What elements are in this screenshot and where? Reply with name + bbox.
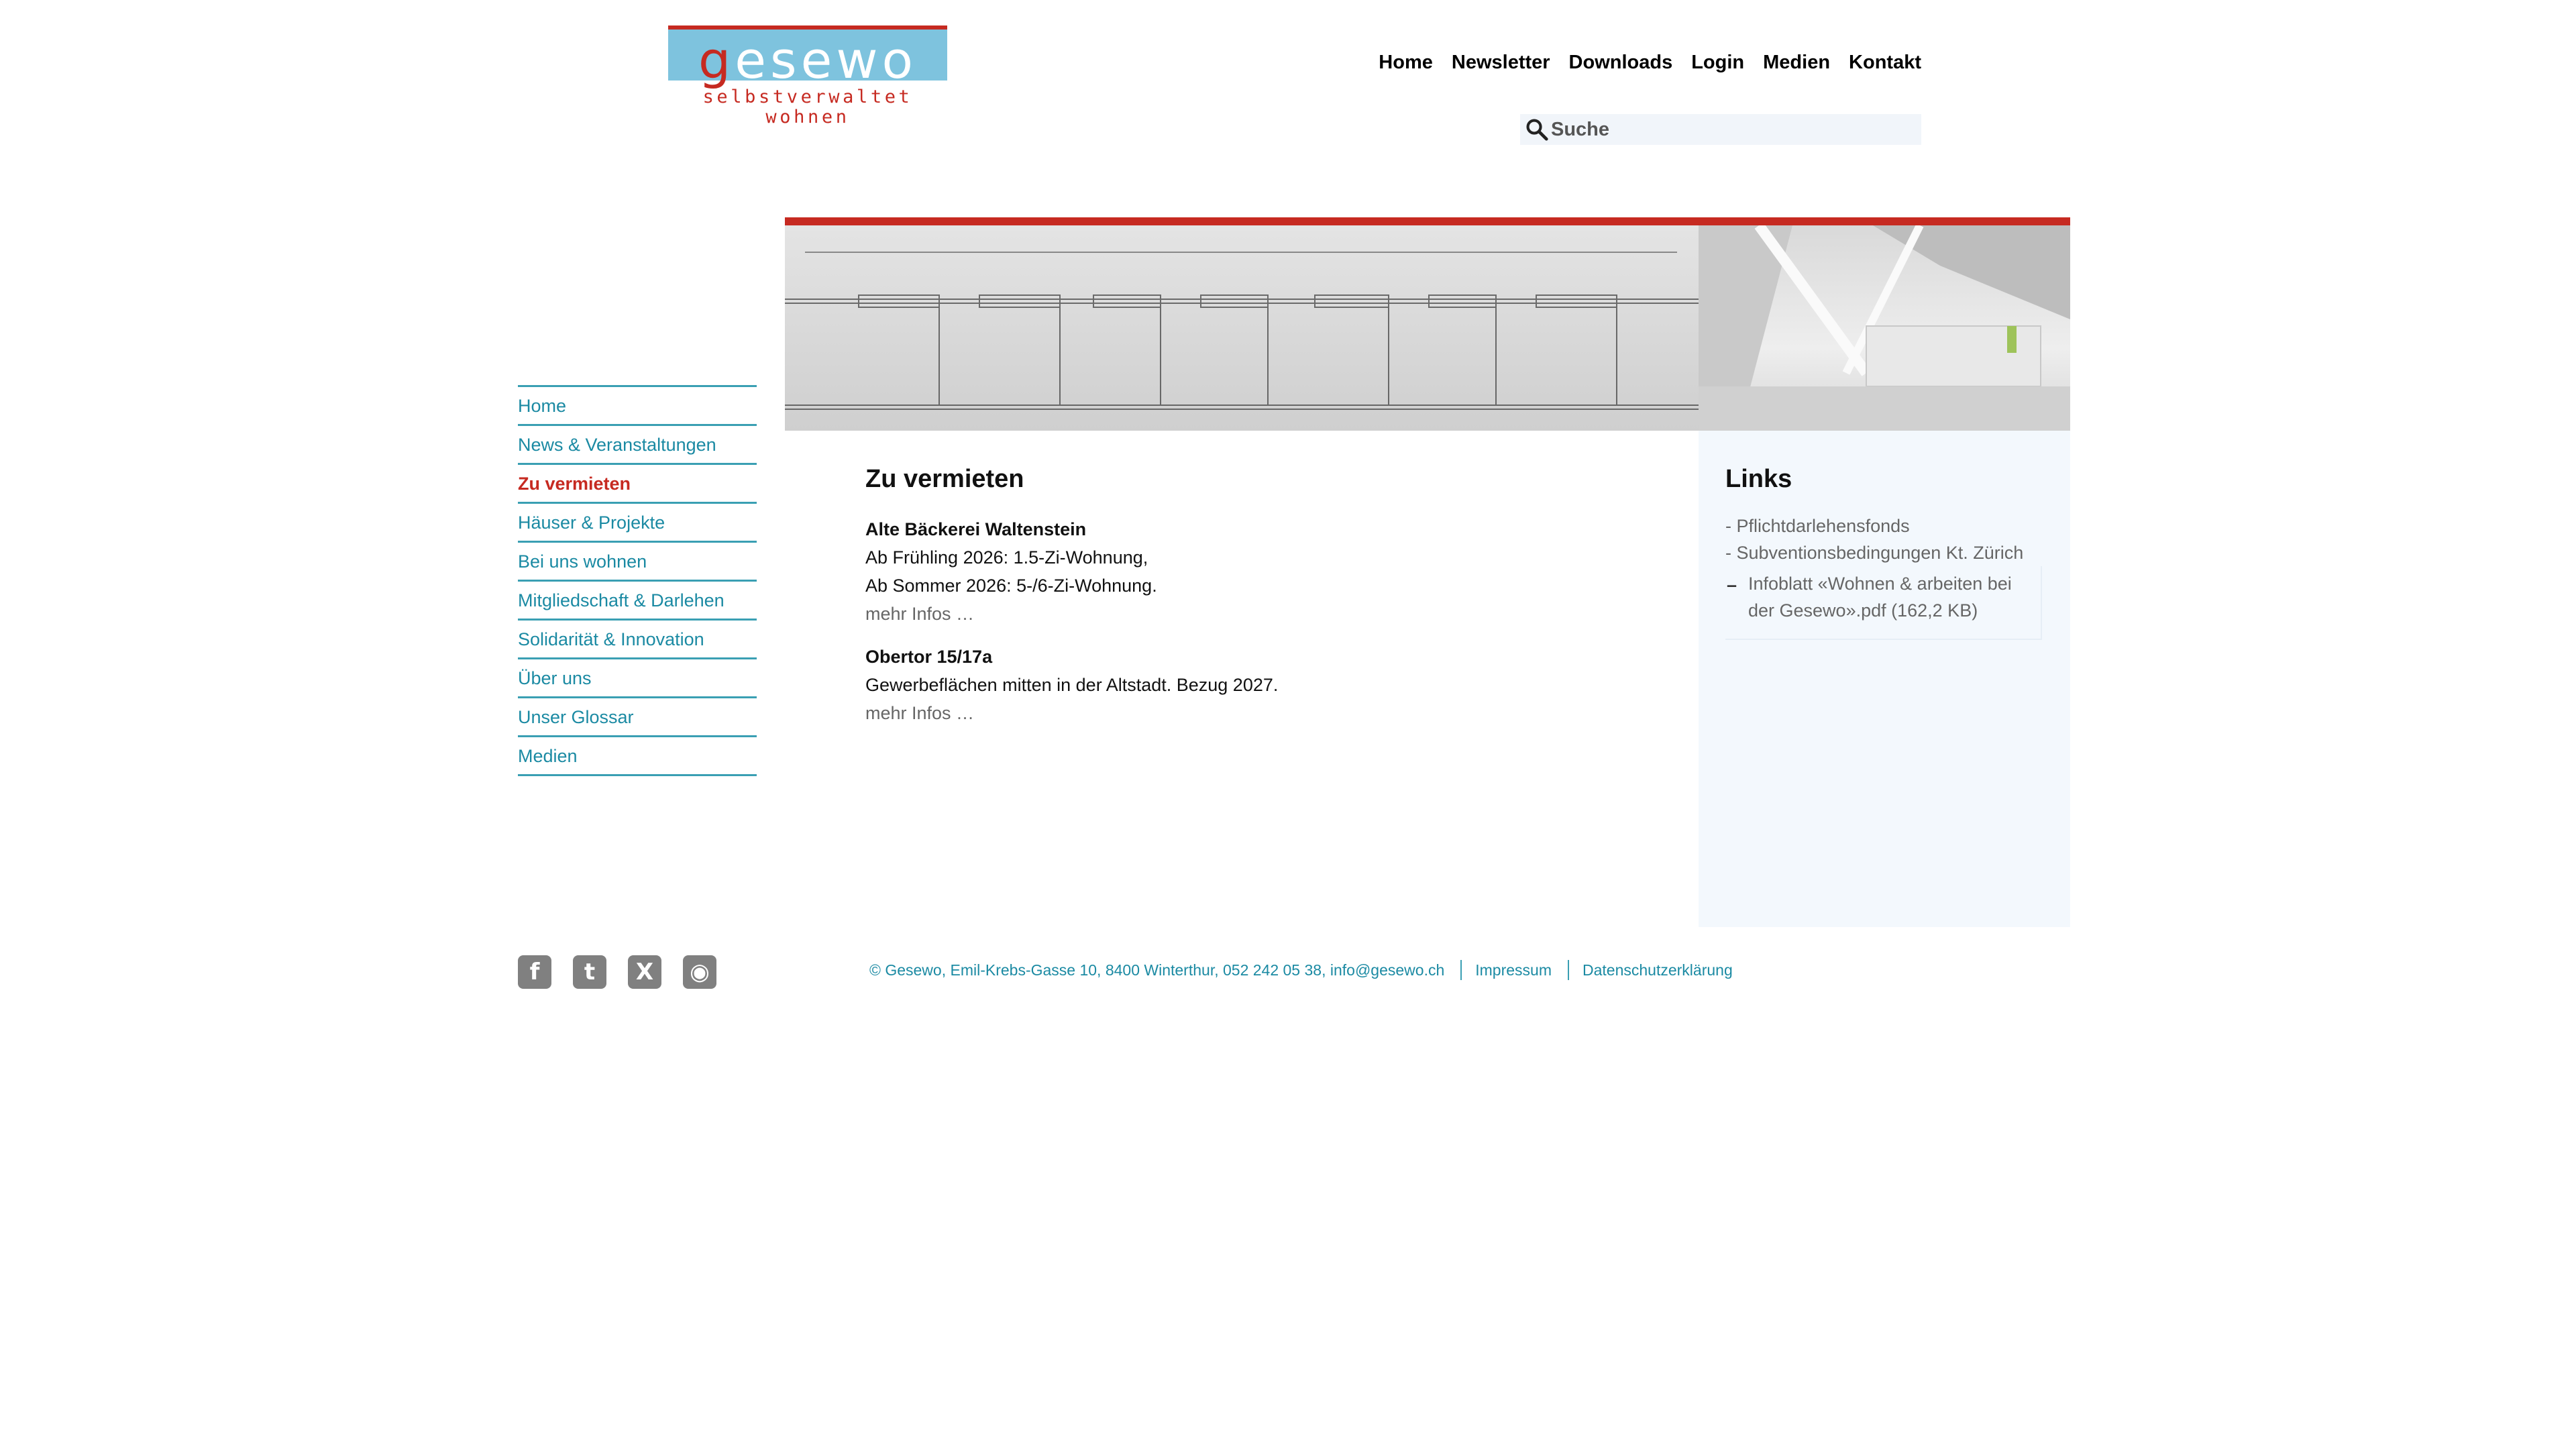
main-content (865, 463, 1670, 742)
header-banner-image (785, 225, 2070, 431)
gesewo-logo[interactable] (668, 25, 947, 127)
footer-separator (1460, 960, 1462, 980)
logo-wordmark: gesewo (698, 30, 918, 90)
sidebar-item-haeuser-projekte[interactable]: Häuser & Projekte (518, 504, 757, 543)
link-pflichtdarlehensfonds[interactable]: - Pflichtdarlehensfonds (1725, 516, 1910, 536)
search-box (1520, 114, 1921, 145)
floor-plan-drawing (785, 225, 1699, 431)
attic-room-photo (1699, 225, 2070, 431)
topnav-home[interactable]: Home (1379, 51, 1433, 73)
facebook-icon[interactable]: f (518, 955, 551, 989)
rss-icon[interactable]: ◉ (683, 955, 716, 989)
twitter-icon[interactable]: t (573, 955, 606, 989)
rental-entry-title: Obertor 15/17a (865, 647, 993, 667)
links-sidebar (1699, 431, 2070, 927)
more-info-link[interactable]: mehr Infos … (865, 604, 975, 624)
logo-box (668, 30, 947, 90)
rental-entry (865, 515, 1670, 628)
privacy-link[interactable]: Datenschutzerklärung (1582, 961, 1733, 979)
section-navigation (518, 385, 757, 776)
social-links (518, 955, 716, 989)
sidebar-item-solidaritaet-innovation[interactable]: Solidarität & Innovation (518, 621, 757, 659)
sidebar-item-home[interactable]: Home (518, 387, 757, 426)
more-info-link[interactable]: mehr Infos … (865, 703, 975, 723)
banner-red-line (785, 217, 2070, 225)
footer-separator (1568, 960, 1569, 980)
footer (869, 955, 1733, 985)
infoblatt-pdf-link[interactable]: Infoblatt «Wohnen & arbeiten bei der Gesewo».pdf (162,2 KB) (1748, 574, 2012, 621)
topnav-newsletter[interactable]: Newsletter (1451, 51, 1550, 73)
topnav-login[interactable]: Login (1691, 51, 1745, 73)
footer-copyright: © Gesewo, Emil-Krebs-Gasse 10, 8400 Winterthur, 052 242 05 38, info@gesewo.ch (869, 961, 1445, 979)
sidebar-title: Links (1725, 465, 1792, 493)
rental-entry-text: Ab Sommer 2026: 5-/6-Zi-Wohnung. (865, 576, 1157, 596)
top-navigation (1379, 47, 1921, 78)
logo-tagline: selbstverwaltet wohnen (702, 87, 913, 127)
attic-room-drawing (1699, 225, 2070, 431)
sidebar-item-zu-vermieten[interactable]: Zu vermieten (518, 465, 757, 504)
rental-entry (865, 643, 1670, 727)
sidebar-item-ueber-uns[interactable]: Über uns (518, 659, 757, 698)
xing-icon[interactable]: X (628, 955, 661, 989)
sidebar-item-bei-uns-wohnen[interactable]: Bei uns wohnen (518, 543, 757, 582)
sidebar-item-mitgliedschaft-darlehen[interactable]: Mitgliedschaft & Darlehen (518, 582, 757, 621)
search-input[interactable] (1551, 114, 1913, 145)
topnav-kontakt[interactable]: Kontakt (1849, 51, 1921, 73)
rental-entry-title: Alte Bäckerei Waltenstein (865, 519, 1087, 539)
sidebar-item-medien[interactable]: Medien (518, 737, 757, 776)
file-dash: – (1727, 575, 1737, 595)
search-icon[interactable] (1524, 117, 1550, 142)
impressum-link[interactable]: Impressum (1475, 961, 1552, 979)
page-title: Zu vermieten (865, 465, 1024, 493)
file-download-item (1725, 566, 2042, 640)
sidebar-item-unser-glossar[interactable]: Unser Glossar (518, 698, 757, 737)
links-list (1725, 513, 2054, 640)
floor-plan-image (785, 225, 1699, 431)
topnav-medien[interactable]: Medien (1763, 51, 1831, 73)
sidebar-item-news-veranstaltungen[interactable]: News & Veranstaltungen (518, 426, 757, 465)
topnav-downloads[interactable]: Downloads (1568, 51, 1673, 73)
rental-entry-text: Gewerbeflächen mitten in der Altstadt. Bezug 2027. (865, 675, 1279, 695)
rental-entry-text: Ab Frühling 2026: 1.5-Zi-Wohnung, (865, 547, 1148, 568)
link-subventionsbedingungen[interactable]: - Subventionsbedingungen Kt. Zürich (1725, 543, 2024, 563)
